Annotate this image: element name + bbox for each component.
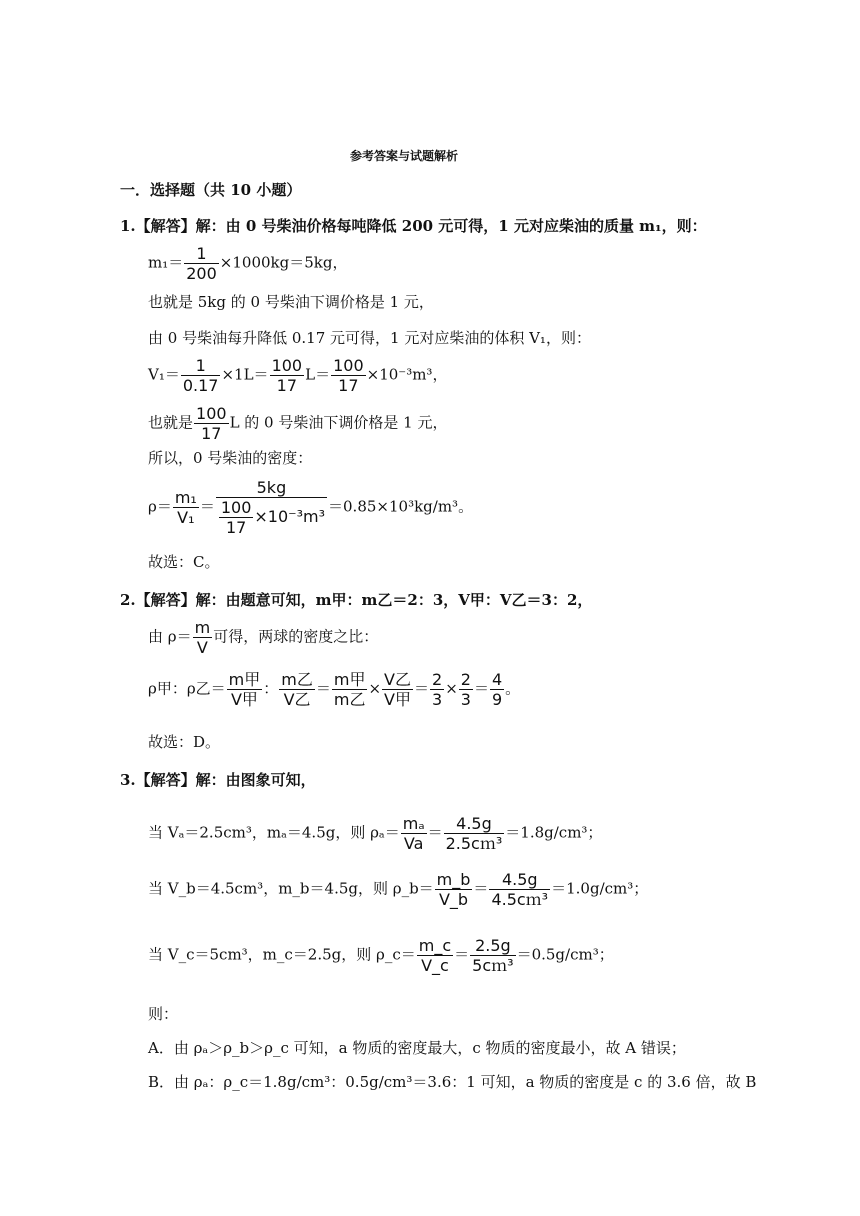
- q2-ratio-fraction-5: [430, 670, 444, 709]
- fraction-denominator: m乙: [333, 690, 366, 709]
- fraction-denominator: 3: [460, 690, 471, 709]
- q2-ratio-lhs: ρ甲：ρ乙＝: [148, 679, 226, 698]
- q1-volume-line: [148, 404, 447, 443]
- q3-intro: 3.【解答】解：由图象可知，: [120, 771, 316, 789]
- q1-vol-line-prefix: 也就是: [148, 413, 194, 432]
- page-title: 参考答案与试题解析: [350, 149, 459, 163]
- fraction-numerator: 1: [181, 356, 221, 376]
- q3-b-rhs: ＝1.0g/cm³；: [551, 879, 649, 898]
- q2-formula-fraction: [193, 618, 213, 657]
- fraction-denominator: 2.5cｍ³: [445, 834, 503, 853]
- q2-ratio-colon: ：: [263, 679, 279, 698]
- q3-b-fraction-1: [435, 870, 473, 909]
- q1-answer: 故选：C。: [148, 553, 220, 571]
- fraction-denominator: V₁: [177, 508, 195, 527]
- q1-vol-mid-2: L＝: [305, 365, 331, 384]
- q1-volume-equation: [148, 356, 447, 395]
- fraction-numerator: 4: [491, 670, 503, 689]
- fraction-denominator: 17: [225, 518, 247, 537]
- q1-density-equation: [148, 478, 473, 537]
- q1-vol-fraction-1: [181, 356, 221, 395]
- fraction-numerator: m₁: [174, 488, 197, 507]
- q1-vol-fraction-2: [270, 356, 305, 395]
- q1-volume-intro: 由 0 号柴油每升降低 0.17 元可得，1 元对应柴油的体积 V₁，则：: [148, 329, 591, 347]
- q1-vol-rhs: ×10⁻³m³，: [366, 365, 448, 384]
- q3-c-eq: ＝: [454, 945, 470, 964]
- q1-density-fraction-1: [173, 488, 199, 527]
- q3-b-fraction-2: [489, 870, 550, 909]
- fraction-denominator: 5cｍ³: [472, 956, 514, 975]
- q3-equation-c: [148, 936, 614, 975]
- fraction-numerator: 100: [333, 356, 364, 375]
- q3-option-b: B．由 ρₐ：ρ_c＝1.8g/cm³：0.5g/cm³＝3.6：1 可知，a 物质的密度是 c 的 3.6 倍，故 B: [148, 1073, 757, 1091]
- fraction-numerator: 2: [460, 670, 471, 689]
- q3-option-a: A．由 ρₐ＞ρ_b＞ρ_c 可知，a 物质的密度最大，c 物质的密度最小，故 A 错误；: [148, 1039, 686, 1057]
- q3-equation-a: [148, 814, 602, 853]
- fraction-numerator: m甲: [228, 670, 261, 689]
- q2-ratio-fraction-3: [332, 670, 368, 709]
- fraction-denominator: V_b: [438, 890, 469, 909]
- fraction-numerator: 100: [196, 404, 227, 423]
- fraction-denominator: V甲: [384, 690, 411, 709]
- q1-mass-fraction: [184, 244, 219, 283]
- q2-ratio-fraction-4: [382, 670, 413, 709]
- q1-density-eq: ＝: [199, 497, 215, 516]
- fraction-numerator: 100: [220, 498, 252, 517]
- q1-mass-line: 也就是 5kg 的 0 号柴油下调价格是 1 元，: [148, 293, 434, 311]
- q1-mass-lhs: m₁＝: [148, 253, 184, 272]
- fraction-numerator: V乙: [384, 670, 411, 689]
- fraction-numerator: 4.5g: [444, 814, 505, 834]
- fraction-denominator: V乙: [283, 690, 311, 709]
- fraction-denominator: V_c: [421, 956, 449, 975]
- fraction-numerator: 100: [271, 356, 303, 375]
- fraction-denominator: 17: [201, 424, 222, 443]
- fraction-numerator: m_b: [436, 870, 471, 889]
- q3-c-fraction-1: [417, 936, 453, 975]
- q2-ratio-eq-2: ＝: [413, 679, 429, 698]
- fraction-denominator: V甲: [230, 690, 258, 709]
- fraction-numerator: 2.5g: [470, 936, 515, 956]
- fraction-denominator: 17: [276, 376, 298, 395]
- fraction-numerator: 2: [432, 670, 443, 689]
- q1-mass-rhs: ×1000kg＝5kg，: [219, 253, 348, 272]
- fraction-denominator: 3: [432, 690, 443, 709]
- fraction-numerator: m_c: [418, 936, 452, 955]
- q2-ratio-eq-3: ＝: [473, 679, 489, 698]
- fraction-denominator: 17: [338, 376, 359, 395]
- fraction-numerator: m甲: [333, 670, 366, 689]
- q1-vol-lhs: V₁＝: [148, 365, 180, 384]
- fraction-numerator: 4.5g: [489, 870, 550, 890]
- q3-a-rhs: ＝1.8g/cm³；: [505, 823, 603, 842]
- fraction-numerator: 1: [184, 244, 219, 264]
- fraction-denominator: 4.5cｍ³: [491, 890, 549, 909]
- q2-ratio-times-1: ×: [368, 679, 382, 698]
- section-heading: 一．选择题（共 10 小题）: [120, 181, 302, 199]
- fraction-numerator: m乙: [281, 670, 313, 689]
- q3-c-rhs: ＝0.5g/cm³；: [516, 945, 614, 964]
- q2-ratio-equation: [148, 670, 520, 709]
- q1-vol-mid-1: ×1L＝: [221, 365, 269, 384]
- q2-intro: 2.【解答】解：由题意可知，m甲：m乙＝2：3，V甲：V乙＝3：2，: [120, 591, 593, 609]
- q1-density-intro: 所以，0 号柴油的密度：: [148, 449, 313, 467]
- q1-mass-equation: [148, 244, 347, 283]
- fraction-denominator: 9: [491, 690, 503, 709]
- q1-vol-line-suffix: L 的 0 号柴油下调价格是 1 元，: [229, 413, 448, 432]
- q2-ratio-fraction-1: [227, 670, 263, 709]
- q3-b-eq: ＝: [473, 879, 489, 898]
- q1-vol-line-fraction: [194, 404, 229, 443]
- q1-density-den-rest: ×10⁻³m³: [254, 507, 326, 526]
- q2-ratio-times-2: ×: [445, 679, 458, 698]
- q1-density-inner-fraction: [219, 498, 254, 537]
- q1-vol-fraction-3: [331, 356, 366, 395]
- q2-ratio-fraction-6: [459, 670, 473, 709]
- fraction-numerator: m: [194, 618, 211, 637]
- q3-c-prefix: 当 V_c＝5cm³，m_c＝2.5g，则 ρ_c＝: [148, 945, 416, 964]
- q1-density-rhs: ＝0.85×10³kg/m³。: [328, 497, 474, 516]
- q2-formula-prefix: 由 ρ＝: [148, 627, 192, 646]
- q2-answer: 故选：D。: [148, 733, 221, 751]
- q2-ratio-eq-1: ＝: [315, 679, 331, 698]
- q1-density-lhs: ρ＝: [148, 497, 172, 516]
- q1-density-fraction-2: [216, 478, 327, 537]
- q3-a-fraction-2: [444, 814, 505, 853]
- q3-a-eq: ＝: [427, 823, 443, 842]
- q3-a-fraction-1: [401, 814, 427, 853]
- fraction-denominator: 200: [186, 264, 217, 283]
- q1-intro: 1.【解答】解：由 0 号柴油价格每吨降低 200 元可得，1 元对应柴油的质量 m₁，则：: [120, 217, 707, 235]
- fraction-denominator: 0.17: [182, 376, 219, 395]
- q2-ratio-end: 。: [505, 679, 521, 698]
- q3-c-fraction-2: [470, 936, 515, 975]
- q3-b-prefix: 当 V_b＝4.5cm³，m_b＝4.5g，则 ρ_b＝: [148, 879, 434, 898]
- fraction-denominator: Va: [403, 834, 424, 853]
- fraction-numerator: mₐ: [402, 814, 425, 833]
- q3-a-prefix: 当 Vₐ＝2.5cm³，mₐ＝4.5g，则 ρₐ＝: [148, 823, 400, 842]
- fraction-denominator: [216, 498, 327, 537]
- q2-formula: [148, 618, 378, 657]
- q2-ratio-fraction-2: [279, 670, 315, 709]
- q3-then: 则：: [148, 1005, 179, 1023]
- q2-ratio-fraction-7: [490, 670, 504, 709]
- q3-equation-b: [148, 870, 648, 909]
- q2-formula-suffix: 可得，两球的密度之比：: [213, 627, 379, 646]
- fraction-denominator: V: [196, 638, 208, 657]
- fraction-numerator: 5kg: [216, 478, 327, 498]
